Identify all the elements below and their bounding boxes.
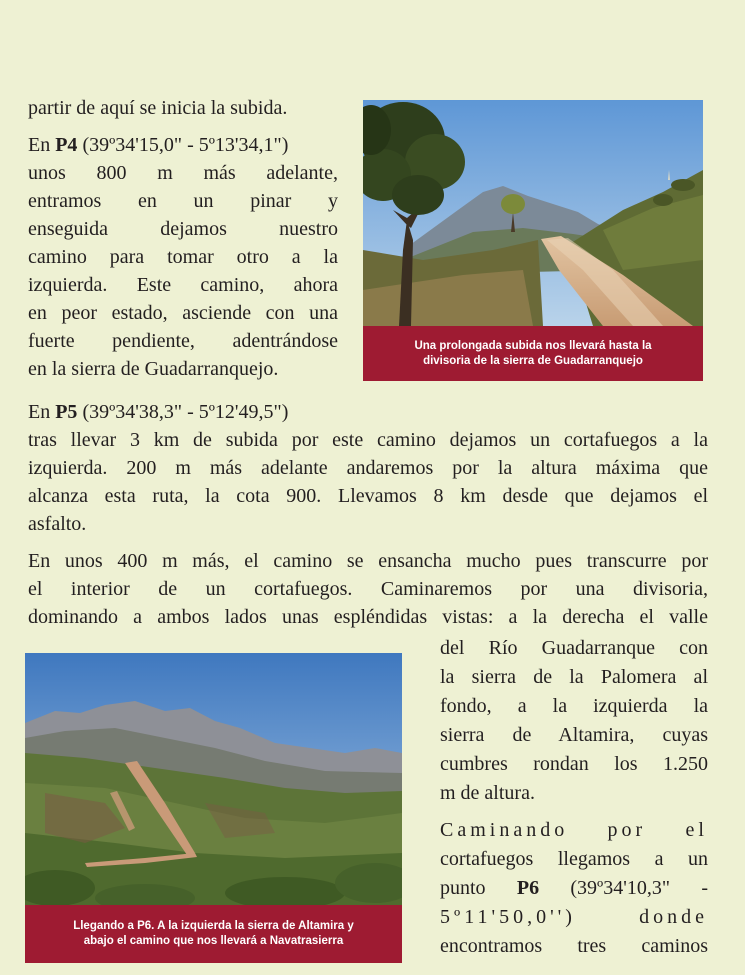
p5-line: tras llevar 3 km de subida por este camino dejamos un cortafuegos a la <box>28 429 708 451</box>
p4-line: fuerte pendiente, adentrándose <box>28 330 338 352</box>
photo-road-pinar <box>363 100 703 326</box>
photo-sierra-altamira <box>25 653 402 905</box>
p5-line: alcanza esta ruta, la cota 900. Llevamos 8 km desde que dejamos el <box>28 485 708 507</box>
p5-heading-line: En P5 (39º34'38,3" - 5º12'49,5") <box>28 401 289 423</box>
divisoria-line: cumbres rondan los 1.250 <box>440 753 708 775</box>
p4-heading-line: En P4 (39º34'15,0" - 5º13'34,1") <box>28 134 289 156</box>
p5-coords: (39º34'38,3" - 5º12'49,5") <box>77 401 289 423</box>
p4-line: en peor estado, asciende con una <box>28 302 338 324</box>
p6-coords: (39º34'10,3" - <box>539 877 708 899</box>
p5-line: asfalto. <box>28 513 87 535</box>
p4-line: camino para tomar otro a la <box>28 246 338 268</box>
p4-coords: (39º34'15,0" - 5º13'34,1") <box>77 134 289 156</box>
point-p4: P4 <box>55 134 78 156</box>
divisoria-line: la sierra de la Palomera al <box>440 666 708 688</box>
divisoria-line: el interior de un cortafuegos. Caminaremos por una divisoria, <box>28 578 708 600</box>
p6-line: cortafuegos llegamos a un <box>440 848 708 870</box>
point-p6: P6 <box>516 877 540 899</box>
p4-line: enseguida dejamos nuestro <box>28 218 338 240</box>
photo-road-pinar-caption <box>363 326 703 381</box>
p4-line: en la sierra de Guadarranquejo. <box>28 358 279 380</box>
caption-line: Llegando a P6. A la izquierda la sierra de Altamira y <box>73 920 354 932</box>
paragraph-intro-text: partir de aquí se inicia la subida. <box>28 97 288 119</box>
p6-line: 5º11'50,0'') donde <box>440 906 708 928</box>
p6-line: encontramos tres caminos <box>440 935 708 957</box>
divisoria-line: sierra de Altamira, cuyas <box>440 724 708 746</box>
divisoria-line: del Río Guadarranque con <box>440 637 708 659</box>
caption-line: Una prolongada subida nos llevará hasta la <box>414 339 652 352</box>
photo-sierra-altamira-image <box>25 653 402 905</box>
p6-line: punto P6 (39º34'10,3" - <box>440 877 708 899</box>
paragraph-intro <box>28 94 348 122</box>
divisoria-line: fondo, a la izquierda la <box>440 695 708 717</box>
caption-line: abajo el camino que nos llevará a Navatrasierra <box>83 935 344 947</box>
divisoria-line: m de altura. <box>440 782 535 804</box>
caption-line: divisoria de la sierra de Guadarranquejo <box>423 354 643 367</box>
point-p5: P5 <box>55 401 78 423</box>
p4-line: izquierda. Este camino, ahora <box>28 274 338 296</box>
divisoria-line: En unos 400 m más, el camino se ensancha mucho pues transcurre por <box>28 550 708 572</box>
photo-road-pinar-image <box>363 100 703 326</box>
p4-line: unos 800 m más adelante, <box>28 162 338 184</box>
p5-line: izquierda. 200 m más adelante andaremos por la altura máxima que <box>28 457 708 479</box>
divisoria-line: dominando a ambos lados unas espléndidas vistas: a la derecha el valle <box>28 606 708 628</box>
p6-line: Caminando por el <box>440 819 708 841</box>
p4-line: entramos en un pinar y <box>28 190 338 212</box>
photo-sierra-altamira-caption <box>25 905 402 963</box>
